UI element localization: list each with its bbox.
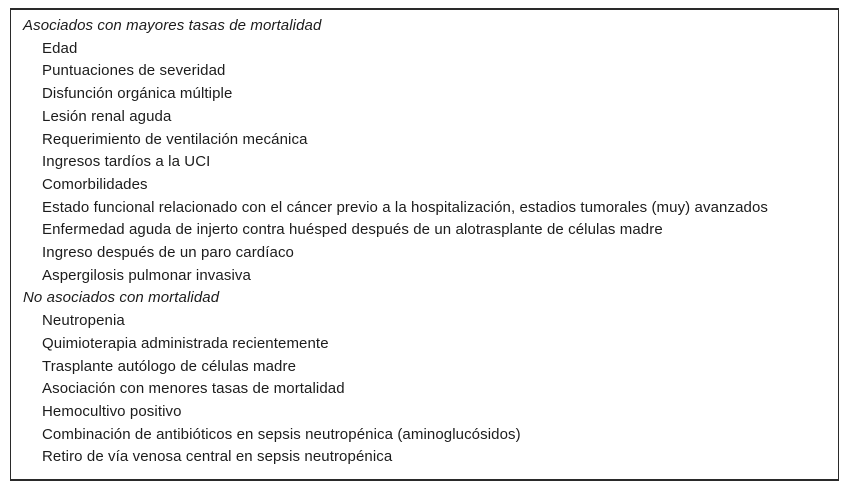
list-item: Edad [42, 39, 78, 57]
list-item: Comorbilidades [42, 175, 148, 193]
list-item: Combinación de antibióticos en sepsis neutropénica (aminoglucósidos) [42, 425, 521, 443]
list-item: Estado funcional relacionado con el cáncer previo a la hospitalización, estadios tumorales (muy) avanzados [42, 198, 768, 216]
list-item: Trasplante autólogo de células madre [42, 357, 297, 375]
list-item: Requerimiento de ventilación mecánica [42, 130, 308, 148]
list-item: Ingresos tardíos a la UCI [42, 153, 211, 171]
list-item: Asociación con menores tasas de mortalidad [42, 380, 345, 398]
list-item: Retiro de vía venosa central en sepsis neutropénica [42, 448, 393, 466]
list-item: Quimioterapia administrada recientemente [42, 334, 329, 352]
list-item: Enfermedad aguda de injerto contra huésped después de un alotrasplante de células madre [42, 221, 663, 239]
list-item: Hemocultivo positivo [42, 402, 182, 420]
list-item: Neutropenia [42, 312, 125, 330]
mortality-factors-table [10, 8, 839, 481]
list-item: Disfunción orgánica múltiple [42, 85, 233, 103]
section-header-associated-mortality: Asociados con mayores tasas de mortalidad [23, 17, 322, 34]
list-item: Puntuaciones de severidad [42, 62, 226, 80]
list-item: Aspergilosis pulmonar invasiva [42, 266, 251, 284]
list-item: Ingreso después de un paro cardíaco [42, 244, 295, 262]
section-header-not-associated-mortality: No asociados con mortalidad [23, 289, 220, 307]
list-item: Lesión renal aguda [42, 107, 172, 125]
